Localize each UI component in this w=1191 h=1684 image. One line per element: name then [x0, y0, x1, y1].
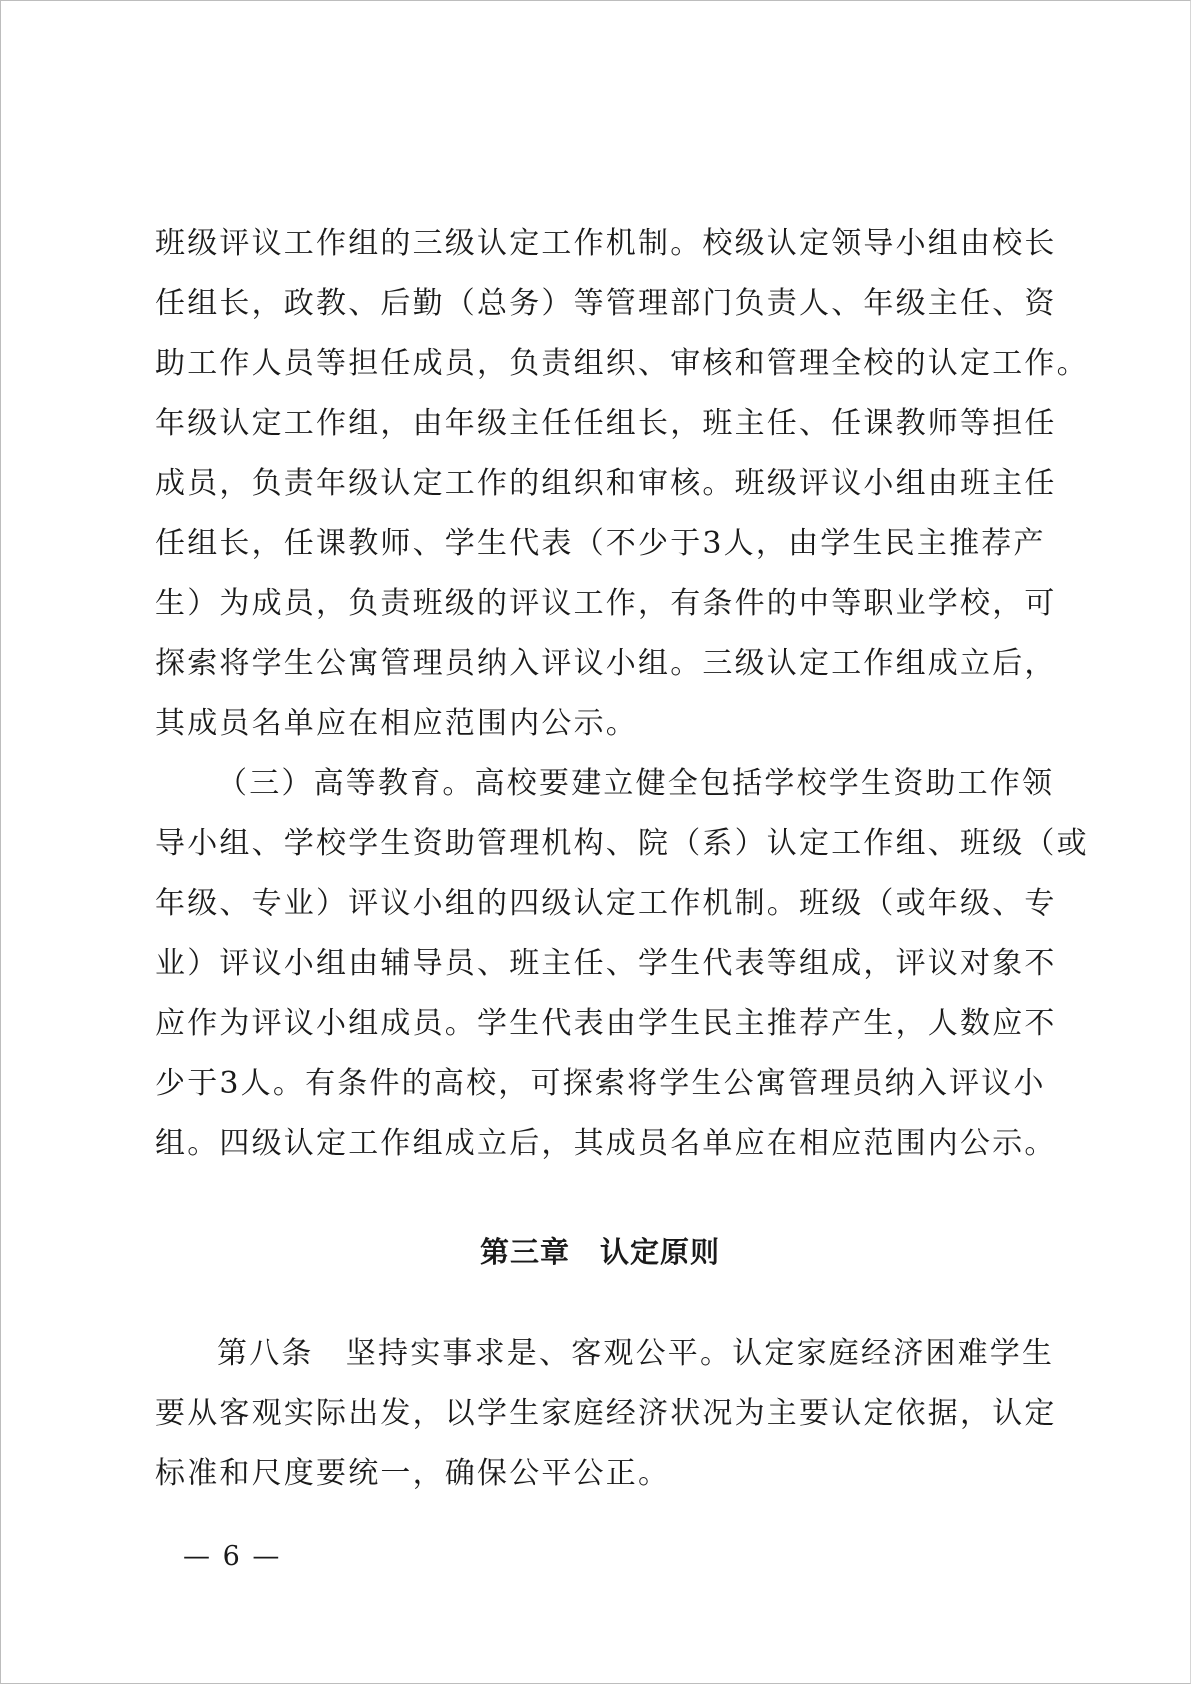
paragraph-line: 其成员名单应在相应范围内公示。: [155, 706, 638, 741]
paragraph-1: [155, 214, 1089, 754]
paragraph-line: 第八条 坚持实事求是、客观公平。认定家庭经济困难学生: [217, 1336, 1055, 1371]
paragraph-line: 任组长，政教、后勤（总务）等管理部门负责人、年级主任、资: [155, 286, 1057, 321]
paragraph-line: 年级认定工作组，由年级主任任组长，班主任、任课教师等担任: [155, 406, 1057, 441]
paragraph-2: [155, 754, 1089, 1174]
page-number: — 6 —: [183, 1541, 282, 1572]
paragraph-line: 探索将学生公寓管理员纳入评议小组。三级认定工作组成立后，: [155, 646, 1057, 681]
paragraph-line: 年级、专业）评议小组的四级认定工作机制。班级（或年级、专: [155, 886, 1057, 921]
paragraph-line: 应作为评议小组成员。学生代表由学生民主推荐产生，人数应不: [155, 1006, 1057, 1041]
paragraph-line: 生）为成员，负责班级的评议工作，有条件的中等职业学校，可: [155, 586, 1057, 621]
paragraph-3: [155, 1324, 1057, 1504]
paragraph-line: 要从客观实际出发，以学生家庭经济状况为主要认定依据，认定: [155, 1396, 1057, 1431]
paragraph-line: 业）评议小组由辅导员、班主任、学生代表等组成，评议对象不: [155, 946, 1057, 981]
paragraph-line: 少于3人。有条件的高校，可探索将学生公寓管理员纳入评议小: [155, 1066, 1046, 1101]
paragraph-line: 班级评议工作组的三级认定工作机制。校级认定领导小组由校长: [155, 226, 1057, 261]
paragraph-line: 组。四级认定工作组成立后，其成员名单应在相应范围内公示。: [155, 1126, 1057, 1161]
paragraph-line: 导小组、学校学生资助管理机构、院（系）认定工作组、班级（或: [155, 826, 1089, 861]
document-body: [155, 214, 1089, 1504]
paragraph-line: 成员，负责年级认定工作的组织和审核。班级评议小组由班主任: [155, 466, 1057, 501]
chapter-title: 第三章 认定原则: [479, 1235, 720, 1269]
paragraph-line: 任组长，任课教师、学生代表（不少于3人，由学生民主推荐产: [155, 526, 1046, 561]
paragraph-line: 标准和尺度要统一，确保公平公正。: [155, 1456, 671, 1491]
paragraph-line: 助工作人员等担任成员，负责组织、审核和管理全校的认定工作。: [155, 346, 1089, 381]
paragraph-line: （三）高等教育。高校要建立健全包括学校学生资助工作领: [217, 766, 1055, 801]
